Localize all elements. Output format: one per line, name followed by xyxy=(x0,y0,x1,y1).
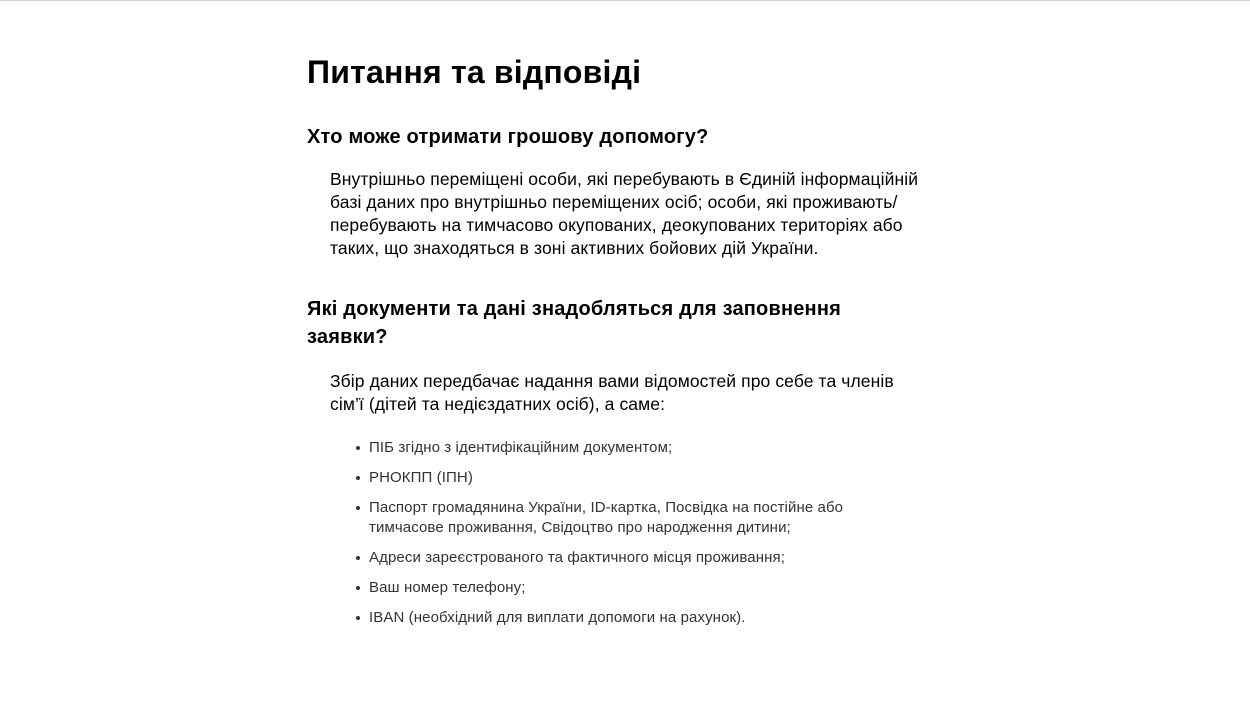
list-item xyxy=(356,498,876,538)
list-item xyxy=(356,438,876,458)
list-item-text: РНОКПП (ІПН) xyxy=(369,469,473,486)
faq-answer-recipients: Внутрішньо переміщені особи, які перебувають в Єдиній інформаційній базі даних про внутрішньо переміщених осіб; особи, які проживають/перебувають на тимчасово окупованих, деокупованих територіях або таких, що знаходяться в зоні активних бойових дій України. xyxy=(330,169,919,258)
list-item-text: ПІБ згідно з ідентифікаційним документом; xyxy=(369,439,673,456)
bullet-icon xyxy=(356,446,360,450)
bullet-icon xyxy=(356,556,360,560)
faq-item-recipients xyxy=(307,123,947,260)
list-item-text: Паспорт громадянина України, ID-картка, Посвідка на постійне або тимчасове проживання, Свідоцтво про народження дитини; xyxy=(369,499,844,536)
bullet-icon xyxy=(356,616,360,620)
bullet-icon xyxy=(356,506,360,510)
faq-answer-documents: Збір даних передбачає надання вами відомостей про себе та членів сім’ї (дітей та недієздатних осіб), а саме: xyxy=(330,371,894,414)
list-item xyxy=(356,468,876,488)
list-item-text: IBAN (необхідний для виплати допомоги на рахунок). xyxy=(369,609,746,626)
faq-item-documents xyxy=(307,295,947,628)
documents-list xyxy=(356,438,876,628)
list-item xyxy=(356,608,876,628)
faq-question-documents: Які документи та дані знадобляться для заповнення заявки? xyxy=(307,298,841,348)
bullet-icon xyxy=(356,586,360,590)
top-divider xyxy=(0,0,1250,1)
list-item xyxy=(356,548,876,568)
bullet-icon xyxy=(356,476,360,480)
faq-question-recipients: Хто може отримати грошову допомогу? xyxy=(307,126,709,148)
page-title: Питання та відповіді xyxy=(307,54,642,90)
list-item-text: Ваш номер телефону; xyxy=(369,579,526,596)
list-item xyxy=(356,578,876,598)
list-item-text: Адреси зареєстрованого та фактичного місця проживання; xyxy=(369,549,785,566)
faq-section xyxy=(307,48,947,638)
